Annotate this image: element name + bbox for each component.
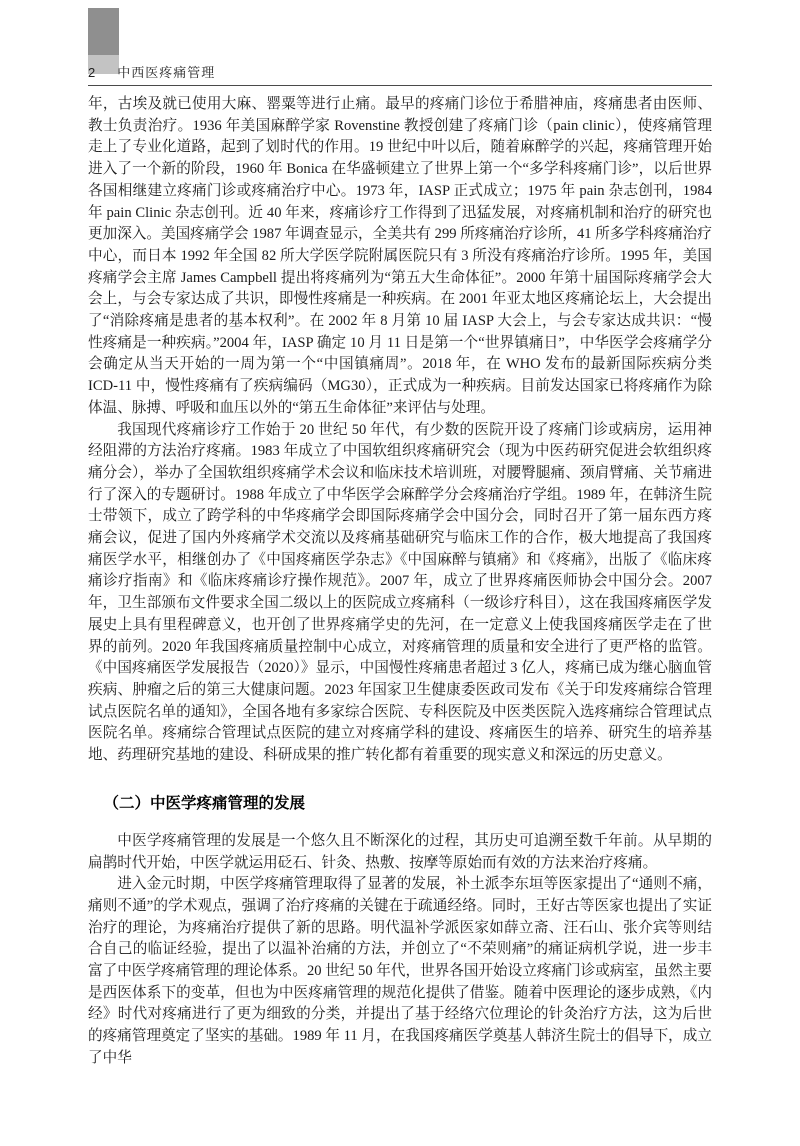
corner-mark-dark-block xyxy=(88,8,119,55)
running-title: 中西医疼痛管理 xyxy=(117,65,216,80)
main-text-column xyxy=(88,94,712,1070)
body-paragraph-1: 年，古埃及就已使用大麻、罂粟等进行止痛。最早的疼痛门诊位于希腊神庙，疼痛患者由医师、教士负责治疗。1936 年美国麻醉学家 Rovenstine 教授创建了疼痛门诊（pain clinic），使疼痛管理走上了专业化道路，起到了划时代的作用。19 世纪中叶以后，随着麻醉学的兴起，疼痛管理开始进入了一个新的阶段，1960 年 Bonica 在华盛顿建立了世界上第一个“多学科疼痛门诊”，以后世界各国相继建立疼痛门诊或疼痛治疗中心。1973 年，IASP 正式成立；1975 年 pain 杂志创刊，1984 年 pain Clinic 杂志创刊。近 40 年来，疼痛诊疗工作得到了迅猛发展，对疼痛机制和治疗的研究也更加深入。美国疼痛学会 1987 年调查显示，全美共有 299 所疼痛治疗诊所，41 所多学科疼痛治疗中心，而日本 1992 年全国 82 所大学医学院附属医院只有 3 所没有疼痛治疗诊所。1995 年，美国疼痛学会主席 James Campbell 提出将疼痛列为“第五大生命体征”。2000 年第十届国际疼痛学会大会上，与会专家达成了共识，即慢性疼痛是一种疾病。在 2001 年亚太地区疼痛论坛上，大会提出了“消除疼痛是患者的基本权利”。在 2002 年 8 月第 10 届 IASP 大会上，与会专家达成共识：“慢性疼痛是一种疾病。”2004 年，IASP 确定 10 月 11 日是第一个“世界镇痛日”，中华医学会疼痛学分会确定从当天开始的一周为第一个“中国镇痛周”。2018 年，在 WHO 发布的最新国际疾病分类 ICD-11 中，慢性疼痛有了疾病编码（MG30），正式成为一种疾病。目前发达国家已将疼痛作为除体温、脉搏、呼吸和血压以外的“第五生命体征”来评估与处理。 xyxy=(88,96,712,416)
page-number: 2 xyxy=(88,65,96,80)
running-header xyxy=(88,60,712,86)
body-paragraph-3: 中医学疼痛管理的发展是一个悠久且不断深化的过程，其历史可追溯至数千年前。从早期的扁鹊时代开始，中医学就运用砭石、针灸、热敷、按摩等原始而有效的方法来治疗疼痛。 xyxy=(88,832,712,871)
body-paragraph-2: 我国现代疼痛诊疗工作始于 20 世纪 50 年代，有少数的医院开设了疼痛门诊或病房，运用神经阻滞的方法治疗疼痛。1983 年成立了中国软组织疼痛研究会（现为中医药研究促进会软组织疼痛分会），举办了全国软组织疼痛学术会议和临床技术培训班，对腰臀腿痛、颈肩臂痛、关节痛进行了深入的专题研讨。1988 年成立了中华医学会麻醉学分会疼痛治疗学组。1989 年，在韩济生院士带领下，成立了跨学科的中华疼痛学会即国际疼痛学会中国分会，同时召开了第一届东西方疼痛会议，促进了国内外疼痛学术交流以及疼痛基础研究与临床工作的合作，极大地提高了我国疼痛医学水平，相继创办了《中国疼痛医学杂志》《中国麻醉与镇痛》和《疼痛》，出版了《临床疼痛诊疗指南》和《临床疼痛诊疗操作规范》。2007 年，成立了世界疼痛医师协会中国分会。2007 年，卫生部颁布文件要求全国二级以上的医院成立疼痛科（一级诊疗科目），这在我国疼痛医学发展史上具有里程碑意义，也开创了世界疼痛学史的先河，在一定意义上使我国疼痛医学走在了世界的前列。2020 年我国疼痛质量控制中心成立，对疼痛管理的质量和安全进行了更严格的监管。《中国疼痛医学发展报告（2020）》显示，中国慢性疼痛患者超过 3 亿人，疼痛已成为继心脑血管疾病、肿瘤之后的第三大健康问题。2023 年国家卫生健康委医政司发布《关于印发疼痛综合管理试点医院名单的通知》，全国各地有多家综合医院、专科医院及中医类医院入选疼痛综合管理试点医院名单。疼痛综合管理试点医院的建立对疼痛学科的建设、疼痛医生的培养、研究生的培养基地、药理研究基地的建设、科研成果的推广转化都有着重要的现实意义和深远的历史意义。 xyxy=(88,421,712,764)
section-heading: （二）中医学疼痛管理的发展 xyxy=(103,794,306,812)
body-paragraph-4: 进入金元时期，中医学疼痛管理取得了显著的发展，补土派李东垣等医家提出了“通则不痛，痛则不通”的学术观点，强调了治疗疼痛的关键在于疏通经络。同时，王好古等医家也提出了实证治疗的理论，为疼痛治疗提供了新的思路。明代温补学派医家如薛立斋、汪石山、张介宾等则结合自己的临证经验，提出了以温补治痛的方法，并创立了“不荣则痛”的痛证病机学说，进一步丰富了中医学疼痛管理的理论体系。20 世纪 50 年代，世界各国开始设立疼痛门诊或病室，虽然主要是西医体系下的变革，但也为中医疼痛管理的规范化提供了借鉴。随着中医理论的逐步成熟，《内经》时代对疼痛进行了更为细致的分类，并提出了基于经络穴位理论的针灸治疗方法，这为后世的疼痛管理奠定了坚实的基础。1989 年 11 月，在我国疼痛医学奠基人韩济生院士的倡导下，成立了中华 xyxy=(88,876,712,1066)
